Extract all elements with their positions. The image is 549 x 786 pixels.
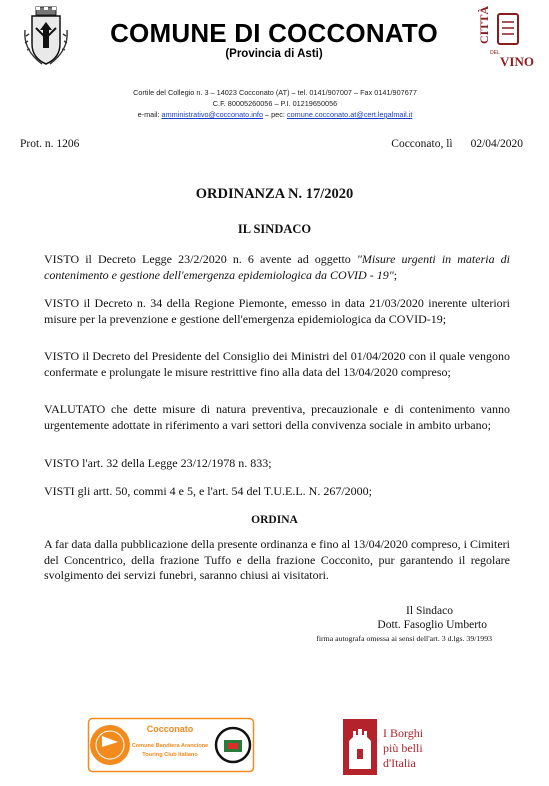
p1-text: VISTO il Decreto Legge 23/2/2020 n. 6 avente ad oggetto xyxy=(44,252,357,266)
protocol-number: Prot. n. 1206 xyxy=(20,138,80,150)
bandiera-arancione-logo xyxy=(88,718,254,772)
signature-role: Il Sindaco xyxy=(406,605,453,617)
province-subtitle: (Provincia di Asti) xyxy=(225,48,323,60)
pec-link[interactable]: comune.cocconato.at@cert.legalmail.it xyxy=(286,110,413,119)
date: 02/04/2020 xyxy=(470,138,523,150)
issuer-heading: IL SINDACO xyxy=(237,222,312,236)
paragraph-visti-tuel: VISTI gli artt. 50, commi 4 e 5, e l'art. 54 del T.U.E.L. N. 267/2000; xyxy=(44,484,372,498)
email-label: e-mail: xyxy=(137,110,162,119)
paragraph-valutato: VALUTATO che dette misure di natura preventiva, precauzionale e di contenimento vanno urgentemente adottate in riferimento a vari settori della convivenza sociale in ambito urbano; xyxy=(44,402,510,432)
bandiera-line1: Comune Bandiera Arancione xyxy=(131,743,209,749)
borghi-line3: d'Italia xyxy=(383,756,416,770)
address-line: Cortile del Collegio n. 3 – 14023 Cocconato (AT) – tel. 0141/907007 – Fax 0141/907677 xyxy=(133,88,417,97)
logo-text-vino: VINO xyxy=(500,54,534,69)
place: Cocconato, lì xyxy=(391,138,453,150)
signature-name: Dott. Fasoglio Umberto xyxy=(377,619,487,631)
pec-label: – pec: xyxy=(263,110,287,119)
bandiera-title: Cocconato xyxy=(146,724,194,734)
tax-line: C.F. 80005260056 – P.I. 01219650056 xyxy=(212,99,338,108)
citta-del-vino-logo xyxy=(477,5,534,70)
logo-text-citta: CITTÀ xyxy=(477,5,491,44)
paragraph-visto-legge: VISTO l'art. 32 della Legge 23/12/1978 n. 833; xyxy=(44,456,272,470)
paragraph-visto-regione: VISTO il Decreto n. 34 della Regione Piemonte, emesso in data 21/03/2020 inerente ulteriori misure per la prevenzione e gestione dell'emergenza epidemiologica da COVID-19; xyxy=(44,296,510,326)
ordinance-title: ORDINANZA N. 17/2020 xyxy=(195,186,354,202)
municipality-title: COMUNE DI COCCONATO xyxy=(110,18,438,48)
logo-text-del: DEL xyxy=(490,50,500,56)
paragraph-visto-decreto-legge xyxy=(44,252,510,283)
email-line xyxy=(110,110,440,119)
email-link[interactable]: amministrativo@cocconato.info xyxy=(161,110,264,119)
borghi-line1: I Borghi xyxy=(383,726,424,740)
signature-note: firma autografa omessa ai sensi dell'art. 3 d.lgs. 39/1993 xyxy=(316,634,492,643)
p1-quote: "Misure urgenti in materia di contenimento e gestione dell'emergenza epidemiologica da COVID - 19" xyxy=(44,252,510,282)
borghi-line2: più belli xyxy=(383,741,423,755)
borghi-piu-belli-logo xyxy=(343,719,461,775)
place-date xyxy=(391,138,523,150)
municipal-crest-icon xyxy=(22,6,70,68)
p1-end: ; xyxy=(393,267,398,282)
paragraph-visto-dpcm: VISTO il Decreto del Presidente del Consiglio dei Ministri del 01/04/2020 con il quale vengono confermate e prolungate le misure restrittive fino alla data del 13/04/2020 compreso; xyxy=(44,349,510,379)
ordina-heading: ORDINA xyxy=(251,514,298,526)
bandiera-line2: Touring Club Italiano xyxy=(142,752,198,758)
paragraph-order: A far data dalla pubblicazione della presente ordinanza e fino al 13/04/2020 compreso, i Cimiteri del Concentrico, della frazione Tuffo e della frazione Cocconito, pur garantendo il regolare svolgimento dei servizi funebri, saranno chiusi ai visitatori. xyxy=(44,537,510,582)
